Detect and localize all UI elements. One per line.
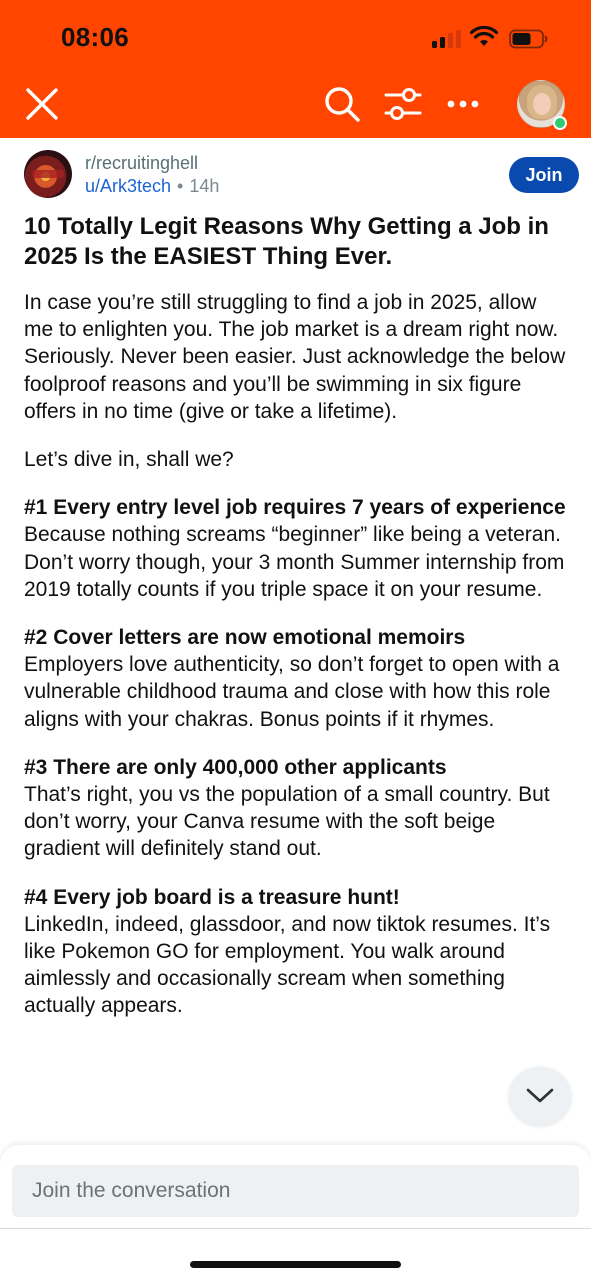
close-icon[interactable] [24, 86, 60, 122]
post-age: 14h [189, 176, 220, 196]
comment-composer [0, 1145, 591, 1280]
reason-text: Employers love authenticity, so don’t forget to open with a vulnerable childhood trauma and close with how this role aligns with your chakras. Bonus points if it rhymes. [24, 653, 560, 731]
reason-heading: #2 Cover letters are now emotional memoirs [24, 626, 466, 650]
reason-heading: #3 There are only 400,000 other applicants [24, 755, 447, 779]
more-horizontal-icon[interactable] [446, 96, 480, 112]
app-header [0, 0, 591, 138]
scroll-down-button[interactable] [509, 1067, 571, 1125]
reason-item [24, 884, 569, 1020]
composer-divider [0, 1228, 591, 1229]
filter-icon[interactable] [384, 86, 422, 122]
post-intro: In case you’re still struggling to find a job in 2025, allow me to enlighten you. The job market is a dream right now. Seriously. Never been easier. Just acknowledge the below foolproof reasons and you’ll be swimming in six figure offers in no time (give or take a lifetime). [24, 291, 566, 423]
status-time: 08:06 [61, 22, 129, 52]
reason-item [24, 494, 569, 603]
reason-text: Because nothing screams “beginner” like being a veteran. Don’t worry though, your 3 month Summer internship from 2019 totally counts if you triple space it on your resume. [24, 523, 565, 601]
post-body [24, 289, 569, 1041]
reason-heading: #1 Every entry level job requires 7 years of experience [24, 496, 566, 520]
reason-text: LinkedIn, indeed, glassdoor, and now tiktok resumes. It’s like Pokemon GO for employment. You walk around aimlessly and occasionally scream when something actually appears. [24, 912, 551, 1018]
reason-text: That’s right, you vs the population of a small country. But don’t worry, your Canva resume with the soft beige gradient will definitely stand out. [24, 783, 550, 861]
post-meta [85, 176, 219, 197]
online-status-dot [553, 116, 567, 130]
subreddit-avatar[interactable] [24, 150, 72, 198]
home-indicator[interactable] [190, 1261, 401, 1268]
join-button[interactable]: Join [509, 157, 579, 193]
meta-separator: • [177, 176, 184, 196]
comment-input[interactable]: Join the conversation [12, 1165, 579, 1217]
post-title: 10 Totally Legit Reasons Why Getting a Job in 2025 Is the EASIEST Thing Ever. [24, 213, 549, 270]
author-link[interactable]: u/Ark3tech [85, 176, 172, 196]
cellular-signal-icon [432, 30, 464, 48]
reason-item [24, 624, 569, 733]
subreddit-name[interactable]: r/recruitinghell [85, 153, 199, 173]
battery-icon [509, 29, 549, 49]
reason-item [24, 754, 569, 863]
post-lead: Let’s dive in, shall we? [24, 448, 234, 472]
reason-heading: #4 Every job board is a treasure hunt! [24, 885, 400, 909]
chevron-down-icon [526, 1088, 554, 1104]
search-icon[interactable] [323, 85, 361, 123]
wifi-icon [470, 26, 498, 48]
user-avatar-button[interactable] [517, 80, 569, 132]
